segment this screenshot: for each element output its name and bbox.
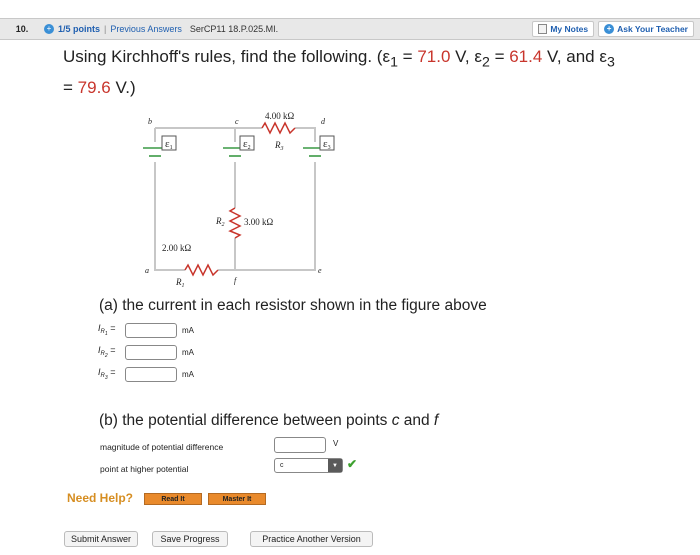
current-input-r1[interactable] — [125, 323, 177, 338]
part-b-label — [99, 412, 438, 430]
unit-label: mA — [182, 369, 194, 379]
node-e: e — [318, 266, 322, 275]
save-progress-button[interactable]: Save Progress — [152, 531, 228, 547]
practice-another-version-button[interactable]: Practice Another Version — [250, 531, 373, 547]
need-help-label: Need Help? — [67, 491, 134, 505]
separator: | — [104, 24, 107, 34]
unit-2: V, and — [542, 47, 600, 66]
emf-3-value: 79.6 — [77, 78, 111, 98]
answer-row-r2 — [98, 344, 194, 360]
question-intro: Using Kirchhoff's rules, find the following. ( — [63, 47, 383, 66]
part-a-label: (a) the current in each resistor shown in the figure above — [99, 297, 487, 314]
question-header — [0, 18, 700, 40]
ask-teacher-label: Ask Your Teacher — [617, 24, 688, 34]
node-b: b — [148, 117, 152, 126]
r1-label: $R_1$ — [176, 277, 185, 289]
question-text — [63, 44, 693, 100]
chevron-down-icon: ▼ — [328, 459, 342, 472]
emf-3-sub: 3 — [606, 54, 615, 71]
emf-label-3: ε3 — [323, 138, 331, 151]
r2-label: $R_2$ — [216, 216, 225, 228]
plus-icon: + — [44, 24, 54, 34]
problem-source: SerCP11 18.P.025.MI. — [189, 24, 279, 34]
circuit-diagram — [140, 108, 340, 293]
volt-unit: V — [333, 439, 339, 448]
master-it-button[interactable]: Master It — [208, 493, 266, 505]
equals: = — [397, 47, 418, 66]
notes-icon — [538, 24, 547, 34]
plus-icon: + — [604, 24, 614, 34]
bot-resistor-value: 2.00 kΩ — [162, 243, 192, 253]
point-c: c — [391, 412, 400, 429]
resistor-r3 — [262, 123, 295, 133]
current-label-r3: $I_{R_3}$ = — [98, 366, 116, 382]
current-label-r1: $I_{R_1}$ = — [98, 322, 116, 338]
unit-label: mA — [182, 325, 194, 335]
and-text: and — [399, 412, 434, 429]
points-label: 1/5 points — [58, 24, 101, 34]
emf-1-symbol: ε — [382, 47, 391, 66]
my-notes-label: My Notes — [550, 24, 589, 34]
question-meta — [44, 24, 278, 34]
magnitude-input[interactable] — [274, 437, 326, 453]
header-buttons — [532, 21, 694, 37]
current-input-r3[interactable] — [125, 367, 177, 382]
checkmark-icon: ✔ — [347, 457, 358, 471]
resistor-r1 — [185, 265, 218, 275]
question-number: 10. — [15, 24, 29, 34]
resistor-r2 — [230, 208, 240, 238]
node-a: a — [145, 266, 149, 275]
unit-label: mA — [182, 347, 194, 357]
point-f: f — [433, 412, 439, 429]
emf-1-value: 71.0 — [417, 47, 451, 66]
current-input-r2[interactable] — [125, 345, 177, 360]
node-c: c — [235, 117, 239, 126]
emf-1-sub: 1 — [390, 54, 398, 71]
answer-row-r3 — [98, 366, 194, 382]
node-d: d — [321, 117, 325, 126]
previous-answers-link[interactable]: Previous Answers — [110, 24, 182, 34]
higher-potential-select[interactable] — [274, 458, 343, 473]
unit-3: V.) — [110, 78, 136, 98]
emf-2-value: 61.4 — [509, 47, 543, 66]
mid-resistor-value: 3.00 kΩ — [244, 217, 274, 227]
node-f: f — [234, 276, 237, 285]
select-value: c — [280, 462, 284, 469]
unit-1: V, — [450, 47, 475, 66]
higher-potential-label: point at higher potential — [100, 464, 189, 474]
emf-label-2: ε2 — [243, 138, 251, 151]
emf-2-sub: 2 — [481, 54, 490, 71]
current-label-r2: $I_{R_2}$ = — [98, 344, 116, 360]
ask-teacher-button[interactable] — [598, 21, 694, 37]
submit-answer-button[interactable]: Submit Answer — [64, 531, 138, 547]
emf-2-symbol: ε — [474, 47, 482, 66]
r3-label: $R_3$ — [275, 140, 284, 152]
equals: = — [63, 78, 78, 98]
top-resistor-value: 4.00 kΩ — [265, 111, 295, 121]
part-b-text: (b) the potential difference between points — [99, 412, 392, 429]
my-notes-button[interactable] — [532, 21, 594, 37]
answer-row-r1 — [98, 322, 194, 338]
emf-3-symbol: ε — [599, 47, 607, 66]
equals: = — [489, 47, 510, 66]
magnitude-label: magnitude of potential difference — [100, 442, 224, 452]
emf-label-1: ε1 — [165, 138, 173, 151]
read-it-button[interactable]: Read It — [144, 493, 202, 505]
